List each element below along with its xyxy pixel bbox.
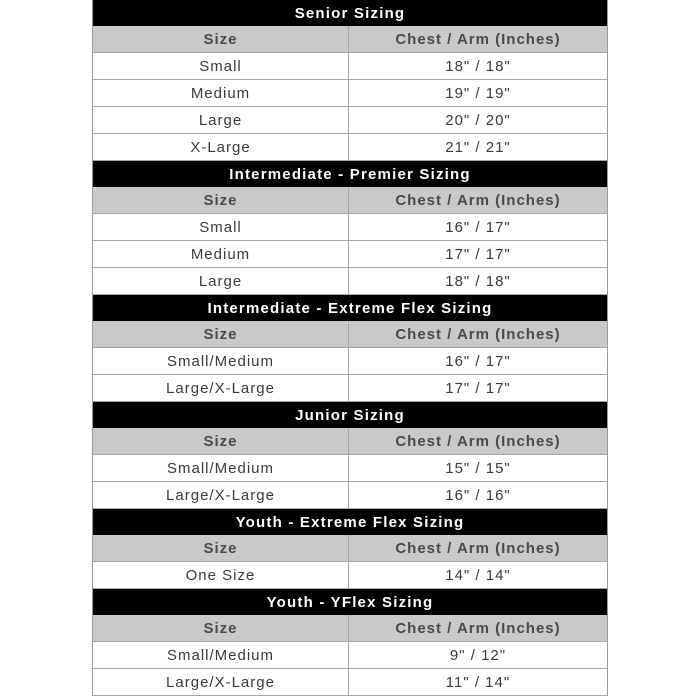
measurement-cell: 19" / 19" [445, 84, 511, 102]
size-column-header: Size [93, 535, 349, 561]
size-cell: Small [93, 53, 349, 79]
section-title: Intermediate - Premier Sizing [93, 161, 607, 187]
size-cell: Large/X-Large [93, 669, 349, 695]
size-column-header: Size [93, 26, 349, 52]
size-cell: Large/X-Large [93, 482, 349, 508]
size-column-header: Size [93, 187, 349, 213]
size-cell: Medium [93, 241, 349, 267]
measurement-column-header: Chest / Arm (Inches) [395, 325, 561, 343]
sizing-section-senior-sizing [93, 0, 607, 161]
size-cell: Large [93, 268, 349, 294]
measurement-cell: 14" / 14" [445, 566, 511, 584]
measurement-cell: 11" / 14" [445, 673, 511, 691]
size-cell: X-Large [93, 134, 349, 160]
measurement-column-header: Chest / Arm (Inches) [395, 191, 561, 209]
table-header-row [93, 187, 607, 214]
table-row [93, 134, 607, 161]
measurement-column-header: Chest / Arm (Inches) [395, 619, 561, 637]
sizing-section-youth-yflex-sizing [93, 589, 607, 696]
section-title: Youth - YFlex Sizing [93, 589, 607, 615]
table-row [93, 562, 607, 589]
measurement-cell: 21" / 21" [445, 138, 511, 156]
table-row [93, 214, 607, 241]
measurement-cell: 16" / 17" [445, 352, 511, 370]
size-cell: Large [93, 107, 349, 133]
measurement-cell: 18" / 18" [445, 272, 511, 290]
sizing-section-intermediate-extreme-flex-sizing [93, 295, 607, 402]
measurement-cell: 17" / 17" [445, 379, 511, 397]
size-cell: Small [93, 214, 349, 240]
table-row [93, 241, 607, 268]
table-row [93, 669, 607, 696]
table-header-row [93, 535, 607, 562]
table-header-row [93, 428, 607, 455]
section-title: Junior Sizing [93, 402, 607, 428]
size-cell: Medium [93, 80, 349, 106]
table-row [93, 375, 607, 402]
size-column-header: Size [93, 428, 349, 454]
measurement-column-header: Chest / Arm (Inches) [395, 432, 561, 450]
table-row [93, 268, 607, 295]
table-row [93, 482, 607, 509]
measurement-cell: 18" / 18" [445, 57, 511, 75]
size-cell: Small/Medium [93, 455, 349, 481]
sizing-section-junior-sizing [93, 402, 607, 509]
section-title: Intermediate - Extreme Flex Sizing [93, 295, 607, 321]
size-cell: Large/X-Large [93, 375, 349, 401]
table-row [93, 455, 607, 482]
size-cell: Small/Medium [93, 642, 349, 668]
measurement-cell: 9" / 12" [449, 646, 507, 664]
measurement-column-header: Chest / Arm (Inches) [395, 30, 561, 48]
table-row [93, 642, 607, 669]
measurement-cell: 17" / 17" [445, 245, 511, 263]
table-header-row [93, 26, 607, 53]
sizing-section-intermediate-premier-sizing [93, 161, 607, 295]
measurement-cell: 16" / 16" [445, 486, 511, 504]
size-cell: Small/Medium [93, 348, 349, 374]
sizing-section-youth-extreme-flex-sizing [93, 509, 607, 589]
measurement-column-header: Chest / Arm (Inches) [395, 539, 561, 557]
size-cell: One Size [93, 562, 349, 588]
measurement-cell: 20" / 20" [445, 111, 511, 129]
table-row [93, 348, 607, 375]
table-row [93, 80, 607, 107]
table-row [93, 53, 607, 80]
size-column-header: Size [93, 321, 349, 347]
size-column-header: Size [93, 615, 349, 641]
table-row [93, 107, 607, 134]
table-header-row [93, 615, 607, 642]
section-title: Youth - Extreme Flex Sizing [93, 509, 607, 535]
section-title: Senior Sizing [93, 0, 607, 26]
table-header-row [93, 321, 607, 348]
measurement-cell: 16" / 17" [445, 218, 511, 236]
measurement-cell: 15" / 15" [445, 459, 511, 477]
sizing-chart [92, 0, 608, 696]
